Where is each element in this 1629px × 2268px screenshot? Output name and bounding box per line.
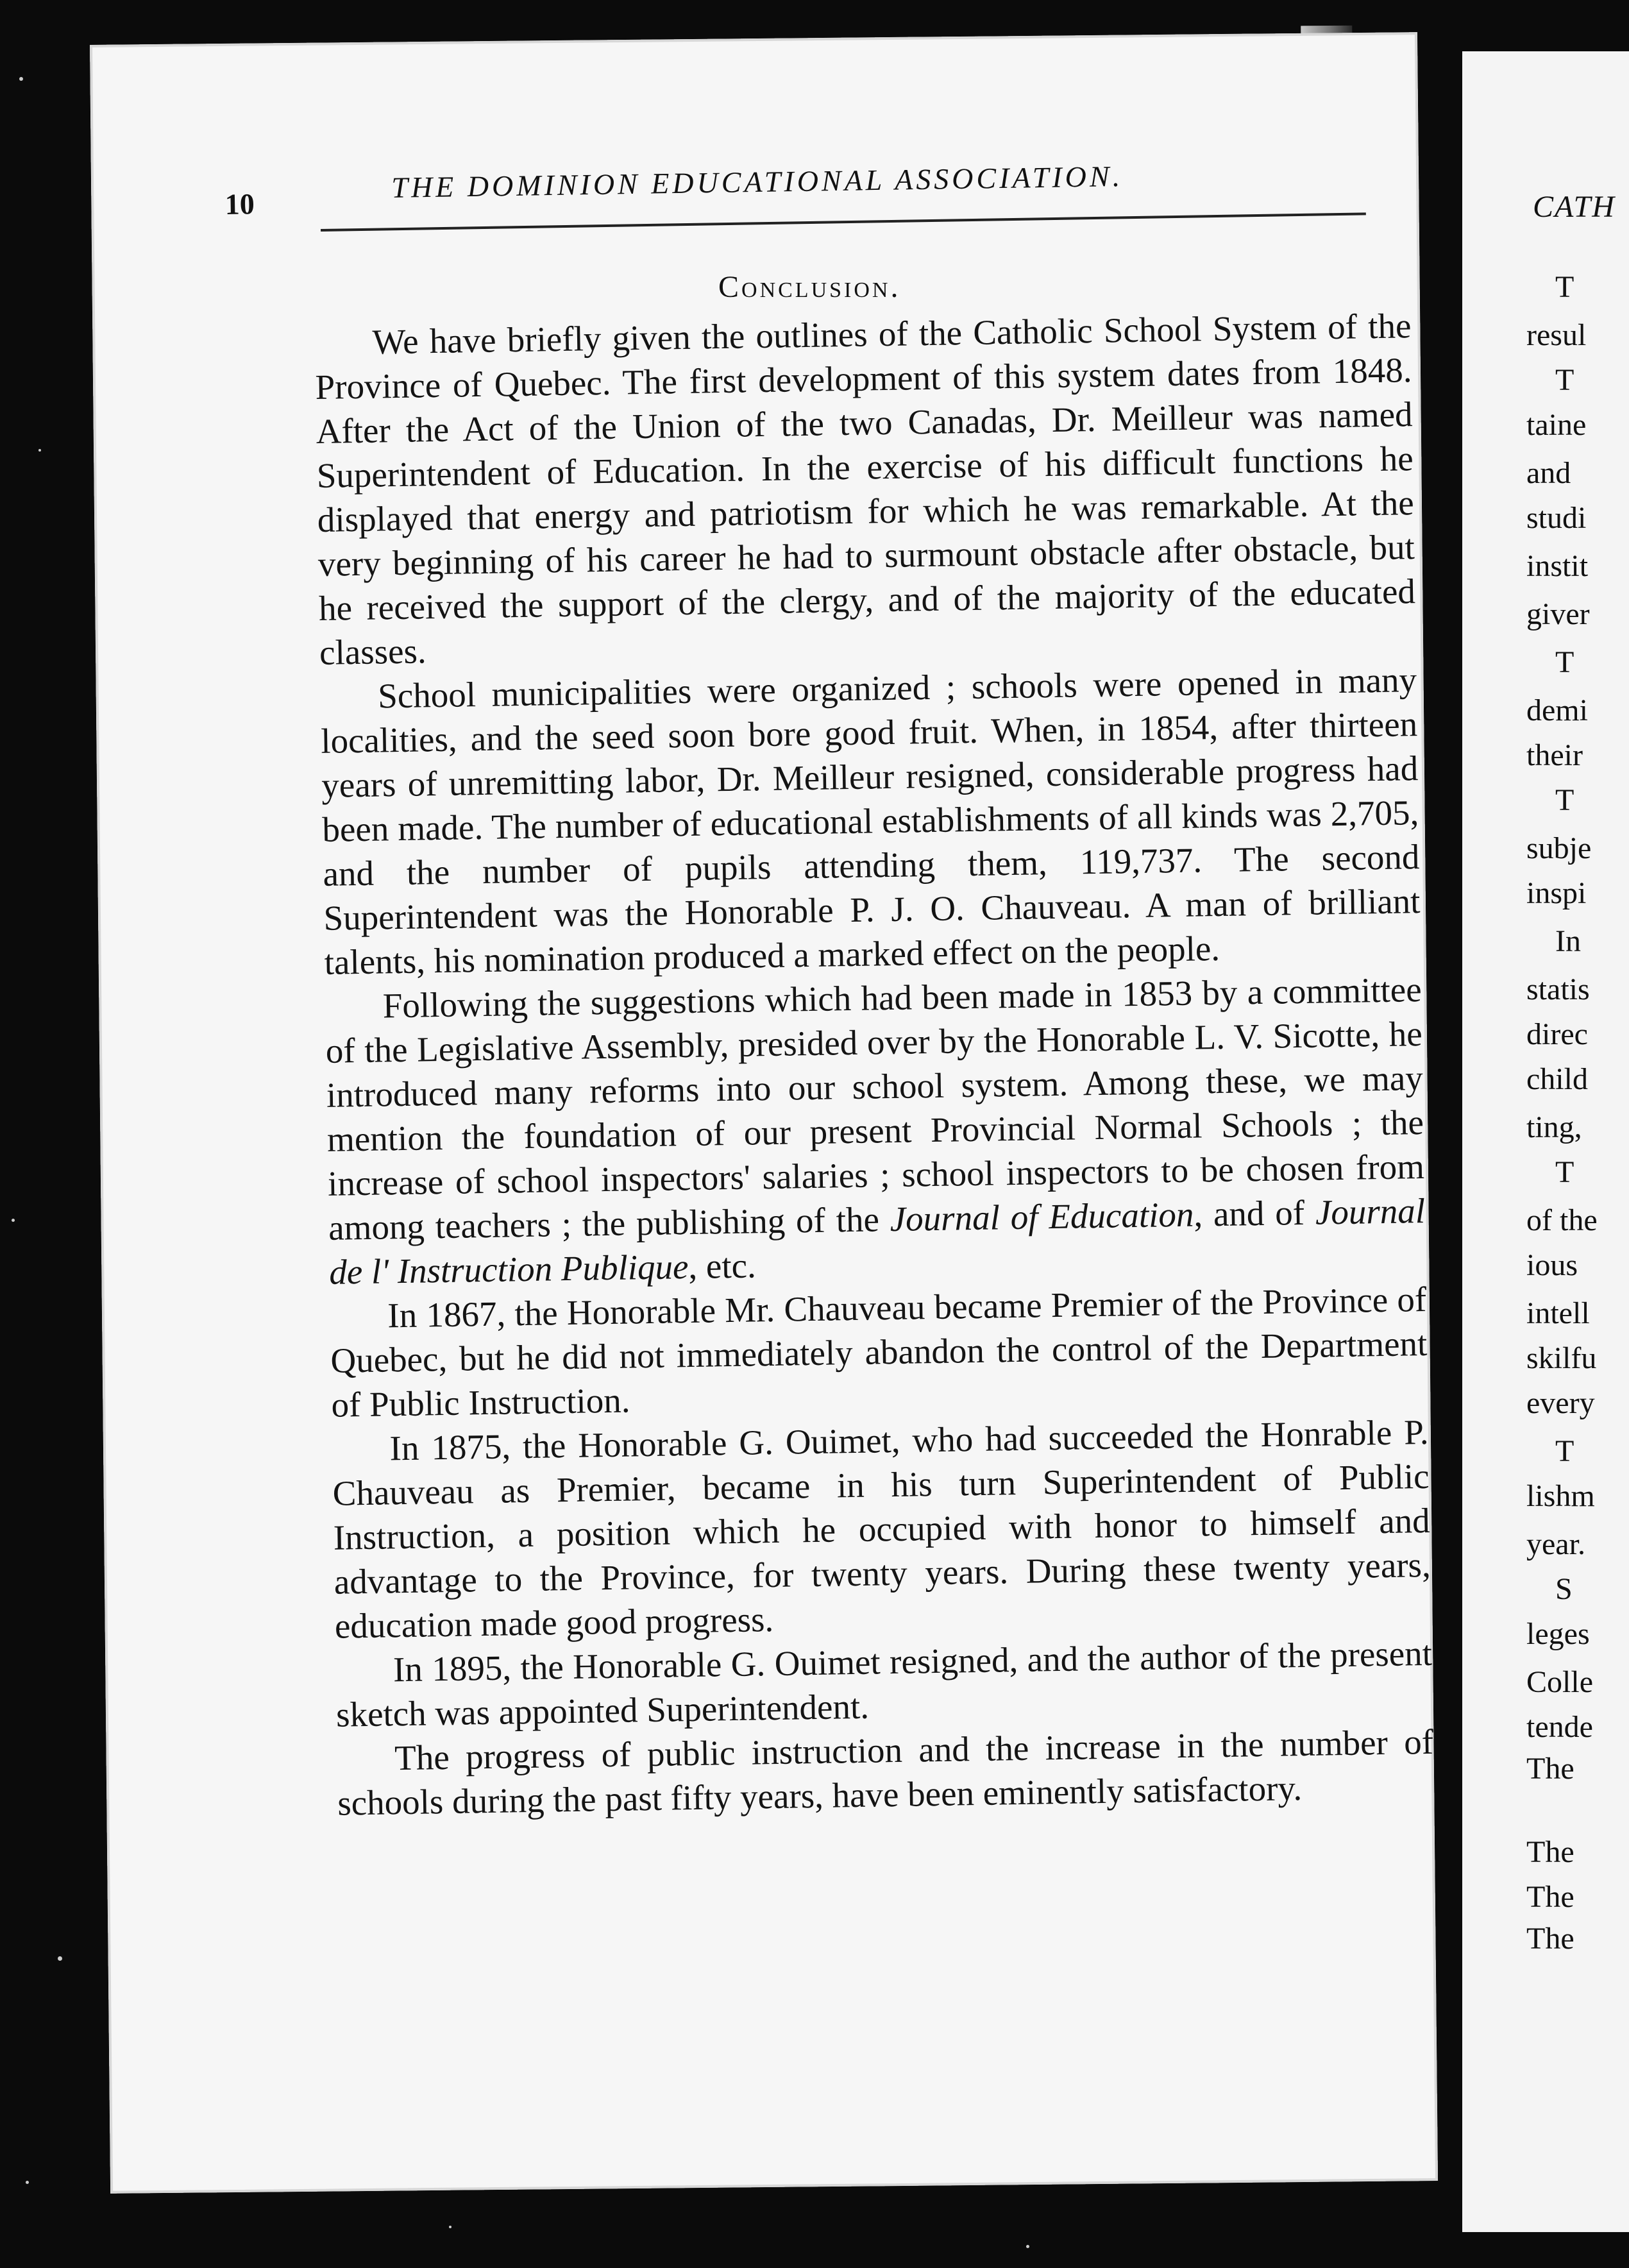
adjacent-line-fragment: T <box>1555 270 1574 304</box>
adjacent-line-fragment: ious <box>1526 1248 1578 1282</box>
scan-speck <box>449 2226 452 2228</box>
page-number: 10 <box>224 187 255 221</box>
adjacent-line-fragment: child <box>1526 1062 1588 1096</box>
paragraph: In 1875, the Honorable G. Ouimet, who had succeeded the Honrable P. Chauveau as Premier, became in his turn Superintendent of Public Instruction, a position which he occupied with honor to himself and advantage to the Province, for twenty years. During these twenty years, education made good progress. <box>332 1412 1431 1646</box>
adjacent-line-fragment: every <box>1526 1386 1595 1420</box>
adjacent-line-fragment: resul <box>1526 318 1587 352</box>
paragraph <box>325 967 1426 1294</box>
section-title: Conclusion. <box>718 270 901 304</box>
adjacent-page <box>1462 51 1629 2232</box>
adjacent-line-fragment: subje <box>1526 831 1592 865</box>
adjacent-line-fragment: ting, <box>1526 1110 1582 1144</box>
adjacent-line-fragment: taine <box>1526 408 1587 442</box>
paragraph: We have briefly given the outlines of the Catholic School System of the Province of Quebec. The first development of this system dates from 1848. After the Act of the Union of the two Canadas, Dr. Meilleur was named Superintendent of Education. In the exercise of his difficult functions he displayed that energy and patriotism for which he was remarkable. At the very beginning of his career he had to surmount obstacle after obstacle, but he received the support of the clergy, and of the majority of the educated classes. <box>315 306 1416 672</box>
adjacent-line-fragment: studi <box>1526 501 1587 535</box>
adjacent-line-fragment: giver <box>1526 597 1590 631</box>
scan-speck <box>58 1956 62 1961</box>
adjacent-line-fragment: S <box>1555 1572 1573 1606</box>
adjacent-line-fragment: leges <box>1526 1617 1590 1651</box>
running-title: THE DOMINION EDUCATIONAL ASSOCIATION. <box>391 159 1124 204</box>
scan-speck <box>12 1219 15 1222</box>
adjacent-line-fragment: T <box>1555 783 1574 817</box>
adjacent-line-fragment: T <box>1555 1155 1574 1189</box>
paragraph: The progress of public instruction and the increase in the number of schools during the past fifty years, have been eminently satisfactory. <box>337 1722 1434 1823</box>
adjacent-line-fragment: T <box>1555 645 1574 679</box>
paragraph: In 1867, the Honorable Mr. Chauveau became Premier of the Province of Quebec, but he did not immediately abandon the control of the Department of Public Instruction. <box>330 1279 1428 1425</box>
adjacent-line-fragment: tende <box>1526 1710 1593 1744</box>
adjacent-line-fragment: their <box>1526 738 1583 772</box>
paragraph: School municipalities were organized ; schools were opened in many localities, and the seed soon bore good fruit. When, in 1854, after thirteen years of unremitting labor, Dr. Meilleur resigned, considerable progress had been made. The number of educational establishments of all kinds was 2,705, and the number of pupils attending them, 119,737. The second Superintendent was the Honorable P. J. O. Chauveau. A man of brilliant talents, his nomination produced a marked effect on the people. <box>320 660 1421 982</box>
scan-speck <box>38 449 41 452</box>
body-text <box>314 303 1435 1825</box>
paragraph-text: , etc. <box>688 1246 757 1287</box>
adjacent-line-fragment: instit <box>1526 549 1589 583</box>
adjacent-line-fragment: skilfu <box>1526 1341 1597 1375</box>
paragraph-text: Following the suggestions which had been made in 1853 by a committee of the Legislative Assembly, presided over by the Honorable L. V. Sicotte, he introduced many reforms into our school system. Among these, we may mention the foundation of our present Provincial Normal Schools ; the increase of school inspectors' salaries ; school inspectors to be chosen from among teachers ; the publishing of the <box>325 970 1425 1248</box>
adjacent-line-fragment: The <box>1526 1752 1574 1786</box>
paragraph: In 1895, the Honorable G. Ouimet resigned, and the author of the present sketch was appointed Superintendent. <box>335 1633 1433 1734</box>
adjacent-line-fragment: and <box>1526 456 1571 490</box>
adjacent-line-fragment: of the <box>1526 1203 1598 1237</box>
adjacent-line-fragment: statis <box>1526 972 1590 1006</box>
journal-title: Journal de l' Instruction Publique <box>328 1190 1426 1292</box>
adjacent-line-fragment: direc <box>1526 1017 1588 1051</box>
adjacent-line-fragment: The <box>1526 1922 1574 1956</box>
adjacent-line-fragment: The <box>1526 1880 1574 1914</box>
scan-speck <box>1026 2245 1029 2248</box>
adjacent-line-fragment: lishm <box>1526 1479 1595 1513</box>
adjacent-line-fragment: inspi <box>1526 876 1587 910</box>
adjacent-line-fragment: T <box>1555 363 1574 397</box>
scan-speck <box>19 77 23 81</box>
adjacent-line-fragment: demi <box>1526 693 1588 727</box>
adjacent-line-fragment: In <box>1555 924 1581 958</box>
adjacent-running-title: CATH <box>1533 190 1616 224</box>
adjacent-line-fragment: Colle <box>1526 1665 1593 1699</box>
adjacent-line-fragment: The <box>1526 1835 1574 1869</box>
scan-speck <box>26 2181 29 2184</box>
paragraph-text: , and of <box>1193 1192 1316 1234</box>
adjacent-line-fragment: year. <box>1526 1527 1585 1561</box>
adjacent-line-fragment: intell <box>1526 1296 1590 1330</box>
journal-title: Journal of Education <box>890 1194 1194 1239</box>
adjacent-line-fragment: T <box>1555 1434 1574 1468</box>
